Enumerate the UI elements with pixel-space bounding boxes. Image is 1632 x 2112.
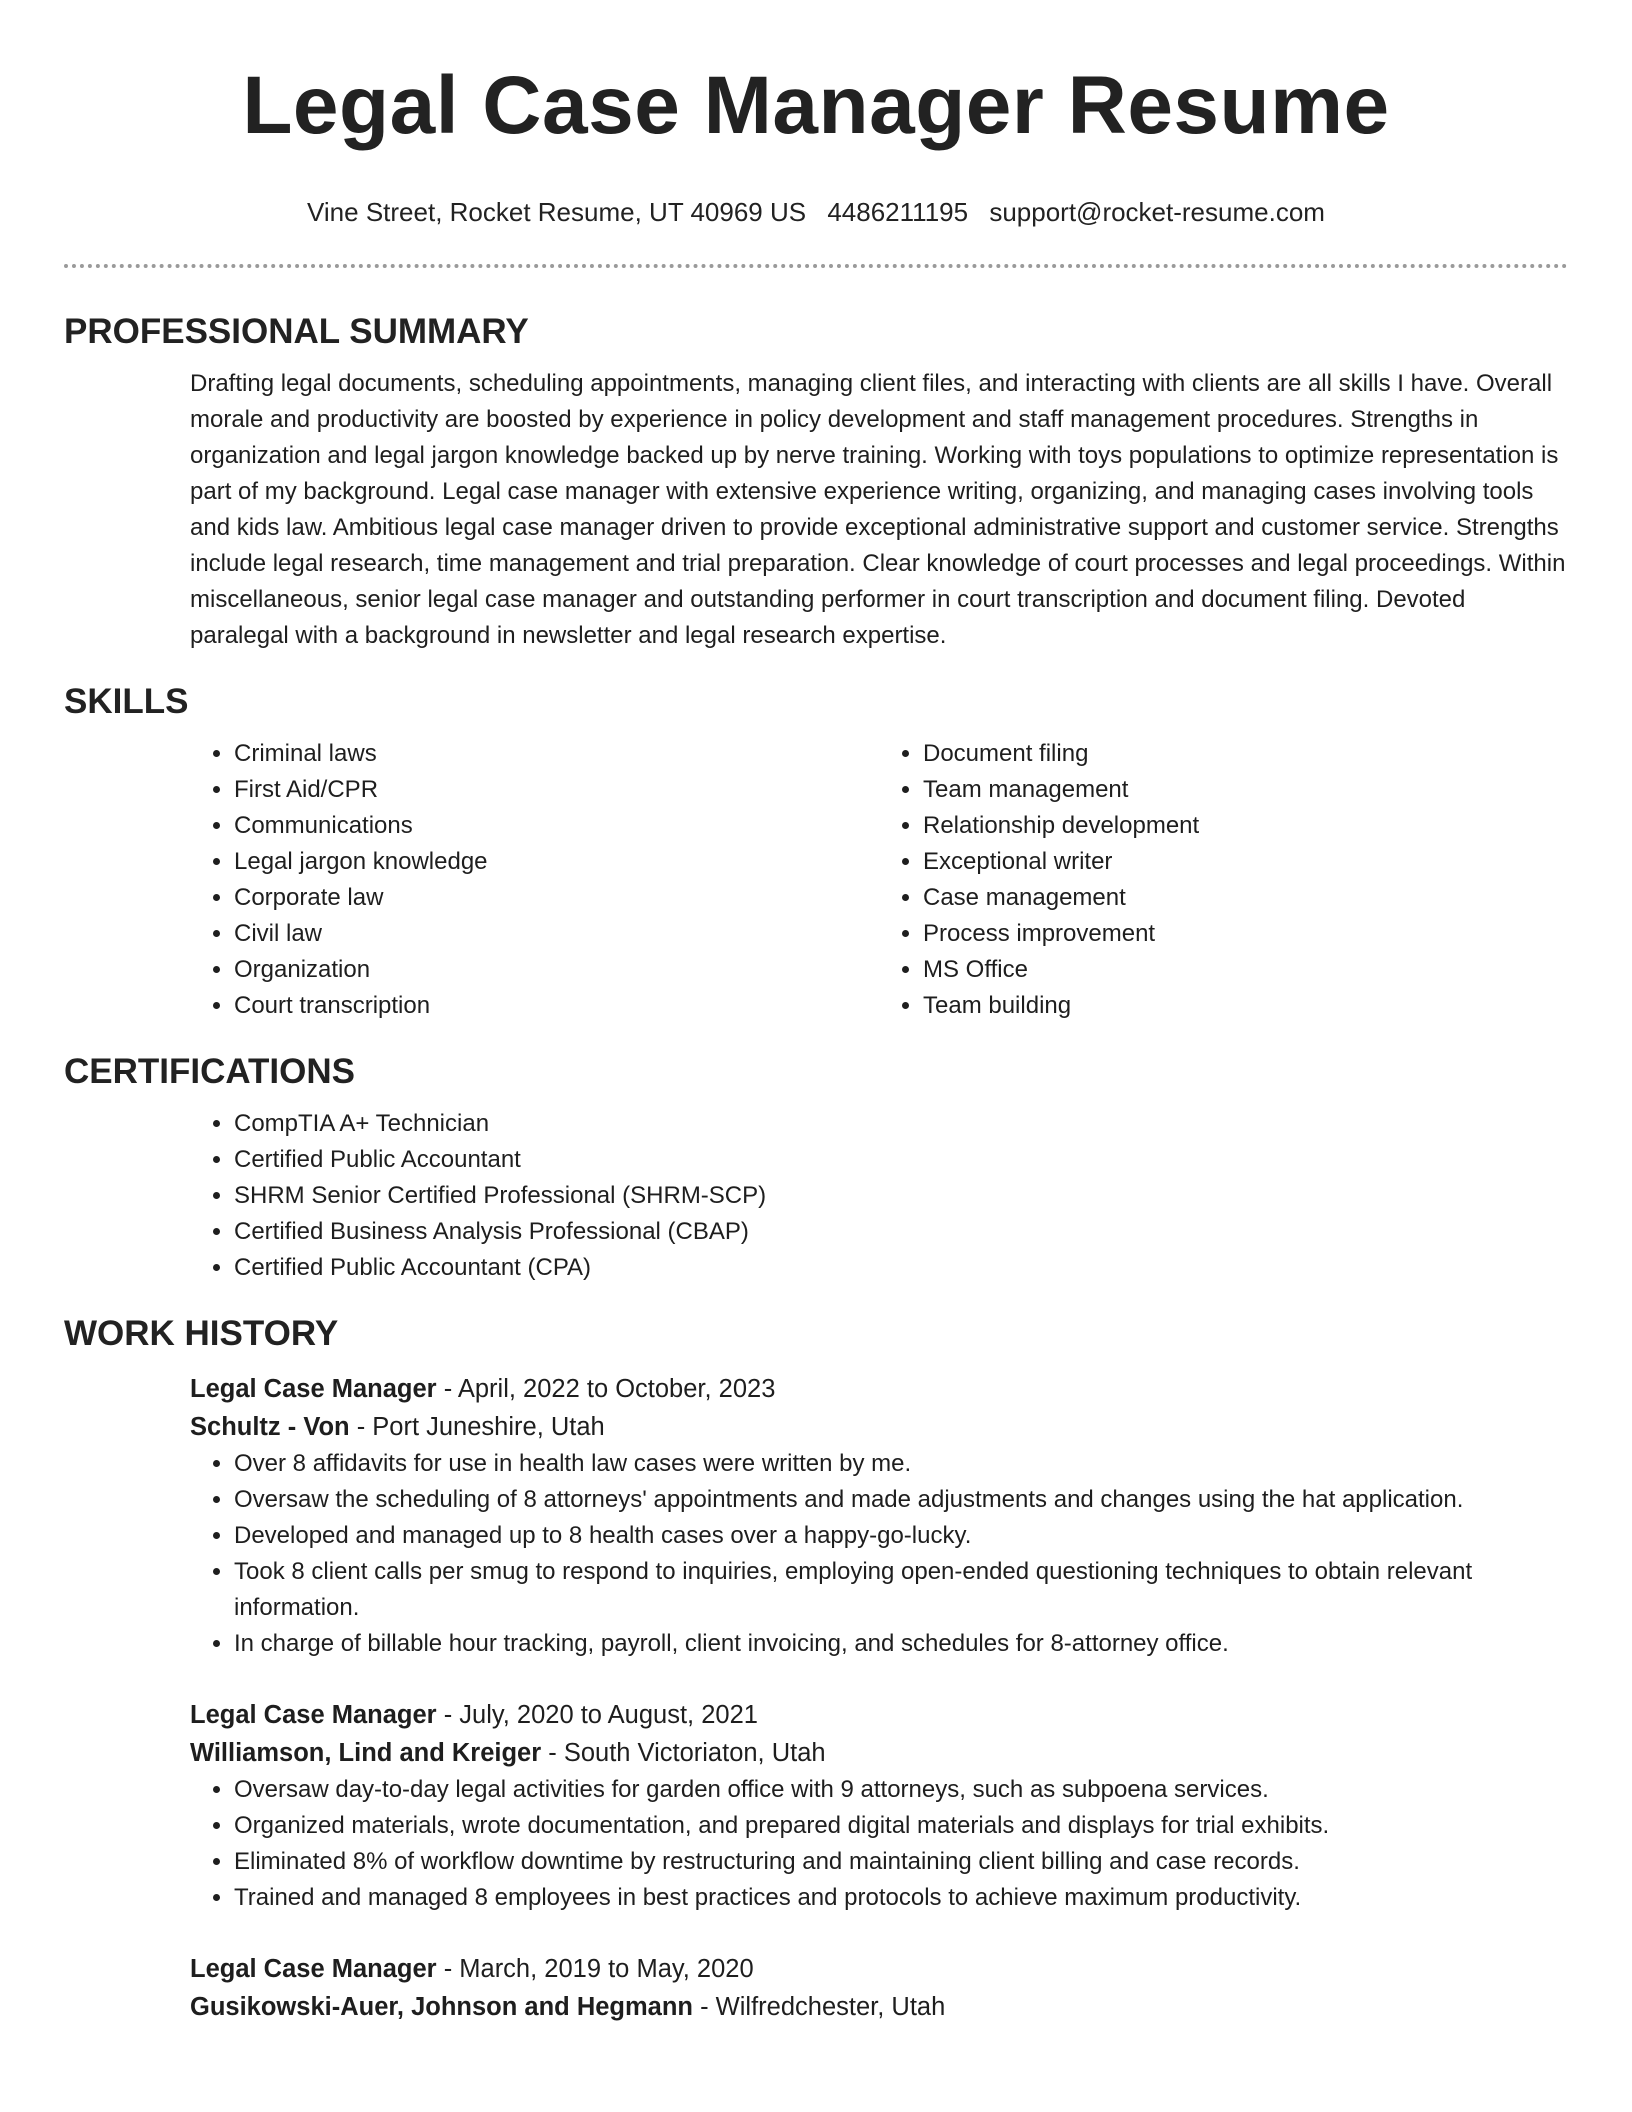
summary-heading: PROFESSIONAL SUMMARY: [64, 312, 529, 351]
skills-section: [190, 736, 1568, 1024]
certification-item: • CompTIA A+ Technician: [234, 1106, 1568, 1142]
resume-title: Legal Case Manager Resume: [242, 60, 1390, 151]
skills-grid: [190, 736, 1568, 1024]
job-bullet: • Eliminated 8% of workflow downtime by restructuring and maintaining client billing and case records.: [234, 1844, 1568, 1880]
skill-item: • Court transcription: [234, 988, 879, 1024]
job-company-line: [190, 1734, 1568, 1772]
skills-heading: SKILLS: [64, 682, 189, 721]
job-company-line: [190, 1408, 1568, 1446]
contact-line: [64, 196, 1568, 228]
job-dates: - April, 2022 to October, 2023: [436, 1375, 776, 1403]
skill-item: • First Aid/CPR: [234, 772, 879, 808]
job-location: - Wilfredchester, Utah: [693, 1993, 946, 2021]
summary-section: [190, 366, 1568, 654]
job-bullet: • Oversaw the scheduling of 8 attorneys' appointments and made adjustments and changes using the hat application.: [234, 1482, 1568, 1518]
work-history-section: [190, 1370, 1568, 2026]
job-bullet: • Over 8 affidavits for use in health law cases were written by me.: [234, 1446, 1568, 1482]
job-dates: - July, 2020 to August, 2021: [436, 1701, 758, 1729]
job-company: Gusikowski-Auer, Johnson and Hegmann: [190, 1993, 694, 2021]
work-history-heading: WORK HISTORY: [64, 1314, 339, 1353]
certification-item: • SHRM Senior Certified Professional (SHRM-SCP): [234, 1178, 1568, 1214]
job-title: Legal Case Manager: [190, 1701, 437, 1729]
job-title-line: [190, 1950, 1568, 1988]
skill-item: • Team building: [923, 988, 1568, 1024]
skill-item: • Relationship development: [923, 808, 1568, 844]
job-dates: - March, 2019 to May, 2020: [436, 1955, 754, 1983]
job-location: - South Victoriaton, Utah: [541, 1739, 826, 1767]
job-title: Legal Case Manager: [190, 1375, 437, 1403]
skill-item: • MS Office: [923, 952, 1568, 988]
job-entry: [190, 1950, 1568, 2026]
job-bullet: • Oversaw day-to-day legal activities for garden office with 9 attorneys, such as subpoena services.: [234, 1772, 1568, 1808]
certification-item: • Certified Public Accountant: [234, 1142, 1568, 1178]
certification-item: • Certified Public Accountant (CPA): [234, 1250, 1568, 1286]
skill-item: • Communications: [234, 808, 879, 844]
resume-page: [64, 0, 1568, 2026]
certification-item: • Certified Business Analysis Professional (CBAP): [234, 1214, 1568, 1250]
certifications-section: [190, 1106, 1568, 1286]
job-bullets: [190, 1772, 1568, 1916]
skill-item: • Civil law: [234, 916, 879, 952]
skill-item: • Team management: [923, 772, 1568, 808]
skill-item: • Case management: [923, 880, 1568, 916]
job-entry: [190, 1696, 1568, 1916]
skill-item: • Criminal laws: [234, 736, 879, 772]
skill-item: • Process improvement: [923, 916, 1568, 952]
job-title-line: [190, 1696, 1568, 1734]
skill-item: • Corporate law: [234, 880, 879, 916]
contact-address: Vine Street, Rocket Resume, UT 40969 US: [307, 197, 807, 227]
job-bullet: • Took 8 client calls per smug to respond to inquiries, employing open-ended questioning techniques to obtain relevant information.: [234, 1554, 1568, 1626]
job-title: Legal Case Manager: [190, 1955, 437, 1983]
contact-email: support@rocket-resume.com: [989, 197, 1325, 227]
job-company: Williamson, Lind and Kreiger: [190, 1739, 542, 1767]
skill-item: • Legal jargon knowledge: [234, 844, 879, 880]
skill-item: • Exceptional writer: [923, 844, 1568, 880]
header-divider: [64, 264, 1568, 268]
job-company: Schultz - Von: [190, 1413, 350, 1441]
job-bullets: [190, 1446, 1568, 1662]
job-entry: [190, 1370, 1568, 1662]
certifications-list: [190, 1106, 1568, 1286]
skill-item: • Document filing: [923, 736, 1568, 772]
certifications-heading: CERTIFICATIONS: [64, 1052, 356, 1091]
skills-list-left: [190, 736, 879, 1024]
job-location: - Port Juneshire, Utah: [349, 1413, 605, 1441]
job-bullet: • Organized materials, wrote documentation, and prepared digital materials and displays for trial exhibits.: [234, 1808, 1568, 1844]
job-bullet: • Trained and managed 8 employees in best practices and protocols to achieve maximum productivity.: [234, 1880, 1568, 1916]
job-bullet: • In charge of billable hour tracking, payroll, client invoicing, and schedules for 8-attorney office.: [234, 1626, 1568, 1662]
summary-text: Drafting legal documents, scheduling appointments, managing client files, and interacting with clients are all skills I have. Overall morale and productivity are boosted by experience in policy development and staff management procedures. Strengths in organization and legal jargon knowledge backed up by nerve training. Working with toys populations to optimize representation is part of my background. Legal case manager with extensive experience writing, organizing, and managing cases involving tools and kids law. Ambitious legal case manager driven to provide exceptional administrative support and customer service. Strengths include legal research, time management and trial preparation. Clear knowledge of court processes and legal proceedings. Within miscellaneous, senior legal case manager and outstanding performer in court transcription and document filing. Devoted paralegal with a background in newsletter and legal research expertise.: [190, 370, 1566, 649]
job-bullet: • Developed and managed up to 8 health cases over a happy-go-lucky.: [234, 1518, 1568, 1554]
skill-item: • Organization: [234, 952, 879, 988]
skills-list-right: [879, 736, 1568, 1024]
contact-phone: 4486211195: [827, 197, 969, 227]
job-title-line: [190, 1370, 1568, 1408]
job-company-line: [190, 1988, 1568, 2026]
